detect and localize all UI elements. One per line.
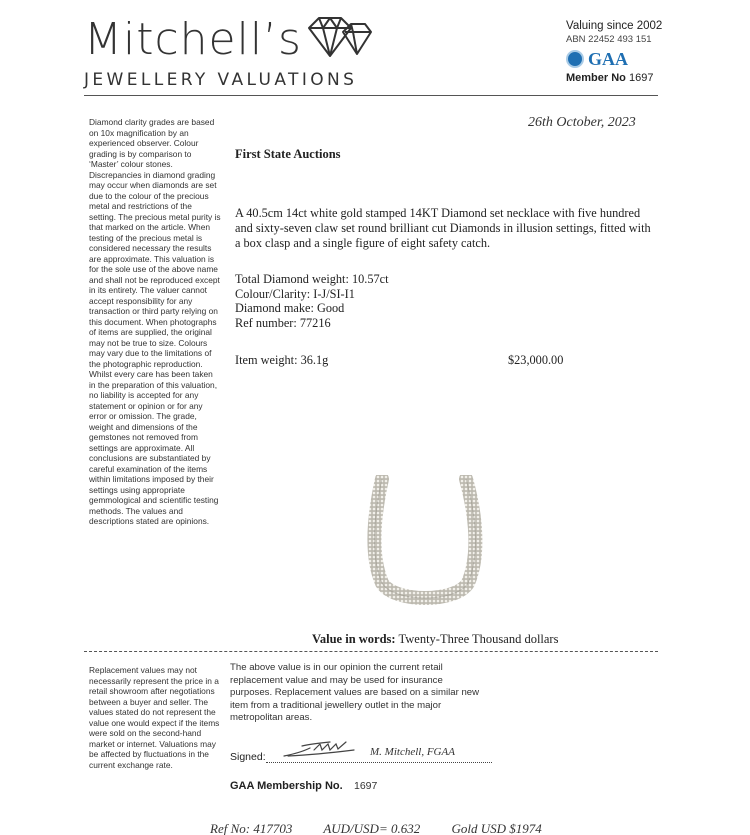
spec-ref-number: Ref number: 77216 — [235, 315, 331, 330]
signature-line — [266, 762, 492, 763]
spec-diamond-make: Diamond make: Good — [235, 301, 345, 315]
abn-number: ABN 22452 493 151 — [566, 34, 652, 45]
brand-tagline: JEWELLERY VALUATIONS — [84, 70, 358, 90]
diamond-outline-icon — [305, 16, 373, 60]
value-words-label: Value in words: — [312, 632, 396, 646]
client-name: First State Auctions — [235, 147, 341, 161]
replacement-note: Replacement values may not necessarily represent the price in a retail showroom after negotiations between a buyer and seller. The values stated do not represent the value one would expect if the items were sold on the second-hand market or internet. Valuations may be affected by fluctuations in the current exchange rate. — [89, 665, 220, 770]
spec-total-weight: Total Diamond weight: 10.57ct — [235, 272, 389, 286]
signed-label: Signed: — [230, 751, 266, 763]
ref-number: Ref No: 417703 — [210, 821, 293, 835]
exchange-rate: AUD/USD= 0.632 — [323, 821, 421, 835]
signer-name: M. Mitchell, FGAA — [370, 746, 455, 758]
member-label: Member No — [566, 72, 626, 84]
member-value: 1697 — [628, 72, 654, 84]
gaa-seal-icon — [566, 50, 584, 68]
member-number — [566, 72, 676, 84]
valuation-date: 26th October, 2023 — [528, 115, 636, 130]
signature-mark — [280, 736, 360, 760]
diamond-specs — [235, 272, 389, 330]
value-words-text: Twenty-Three Thousand dollars — [398, 632, 559, 646]
valuing-since: Valuing since 2002 — [566, 20, 663, 32]
item-weight: Item weight: 36.1g — [235, 353, 329, 367]
disclaimer-text: Diamond clarity grades are based on 10x magnification by an experienced observer. Colour grading is by comparison to ‘Master’ colour stones. Discrepancies in diamond grading may occur when diamonds are set due to the colour of the precious metal and restrictions of the setting. The precious metal purity is that marked on the article. When testing of the precious metal is considered necessary the results are approximate. This valuation is for the sole use of the above name and shall not be reproduced except in its entirety. The valuer cannot accept responsibility for any transaction or third party relying on this document. When photographs of items are supplied, the original may not be true to size. Colours may vary due to the limitations of the photographic reproduction. Whilst every care has been taken in the preparation of this valuation, no liability is accepted for any statement or opinion or for any error or omission. The grade, weight and dimensions of the gemstones not removed from settings are approximate. All conclusions are substantiated by careful examination of the items within limitations imposed by their settings using appropriate gemmological and scientific testing methods. The values and descriptions stated are opinions. — [89, 117, 221, 526]
brand-name: Mitchell’s — [84, 14, 302, 65]
footer-reference — [210, 821, 570, 835]
gaa-logo-text: GAA — [588, 48, 628, 69]
gaa-membership-number: 1697 — [354, 780, 378, 792]
valuation-price: $23,000.00 — [508, 353, 564, 367]
necklace-photo — [360, 475, 490, 610]
gold-price: Gold USD $1974 — [451, 821, 542, 835]
value-in-words — [312, 632, 558, 647]
item-description: A 40.5cm 14ct white gold stamped 14KT Diamond set necklace with five hundred and sixty-seven claw set round brilliant cut Diamonds in illusion settings, fitted with a box clasp and a single figure of eight safety catch. — [235, 206, 651, 250]
gaa-membership-label: GAA Membership No. — [230, 780, 343, 792]
retail-note: The above value is in our opinion the current retail replacement value and may be used for insurance purposes. Replacement values are based on a similar new item from a traditional jewellery outlet in the major metropolitan areas. — [230, 662, 480, 723]
spec-colour-clarity: Colour/Clarity: I-J/SI-I1 — [235, 286, 355, 301]
header-credentials — [566, 20, 676, 84]
section-divider — [84, 651, 658, 652]
gaa-logo — [566, 49, 676, 69]
header-divider — [84, 95, 658, 96]
